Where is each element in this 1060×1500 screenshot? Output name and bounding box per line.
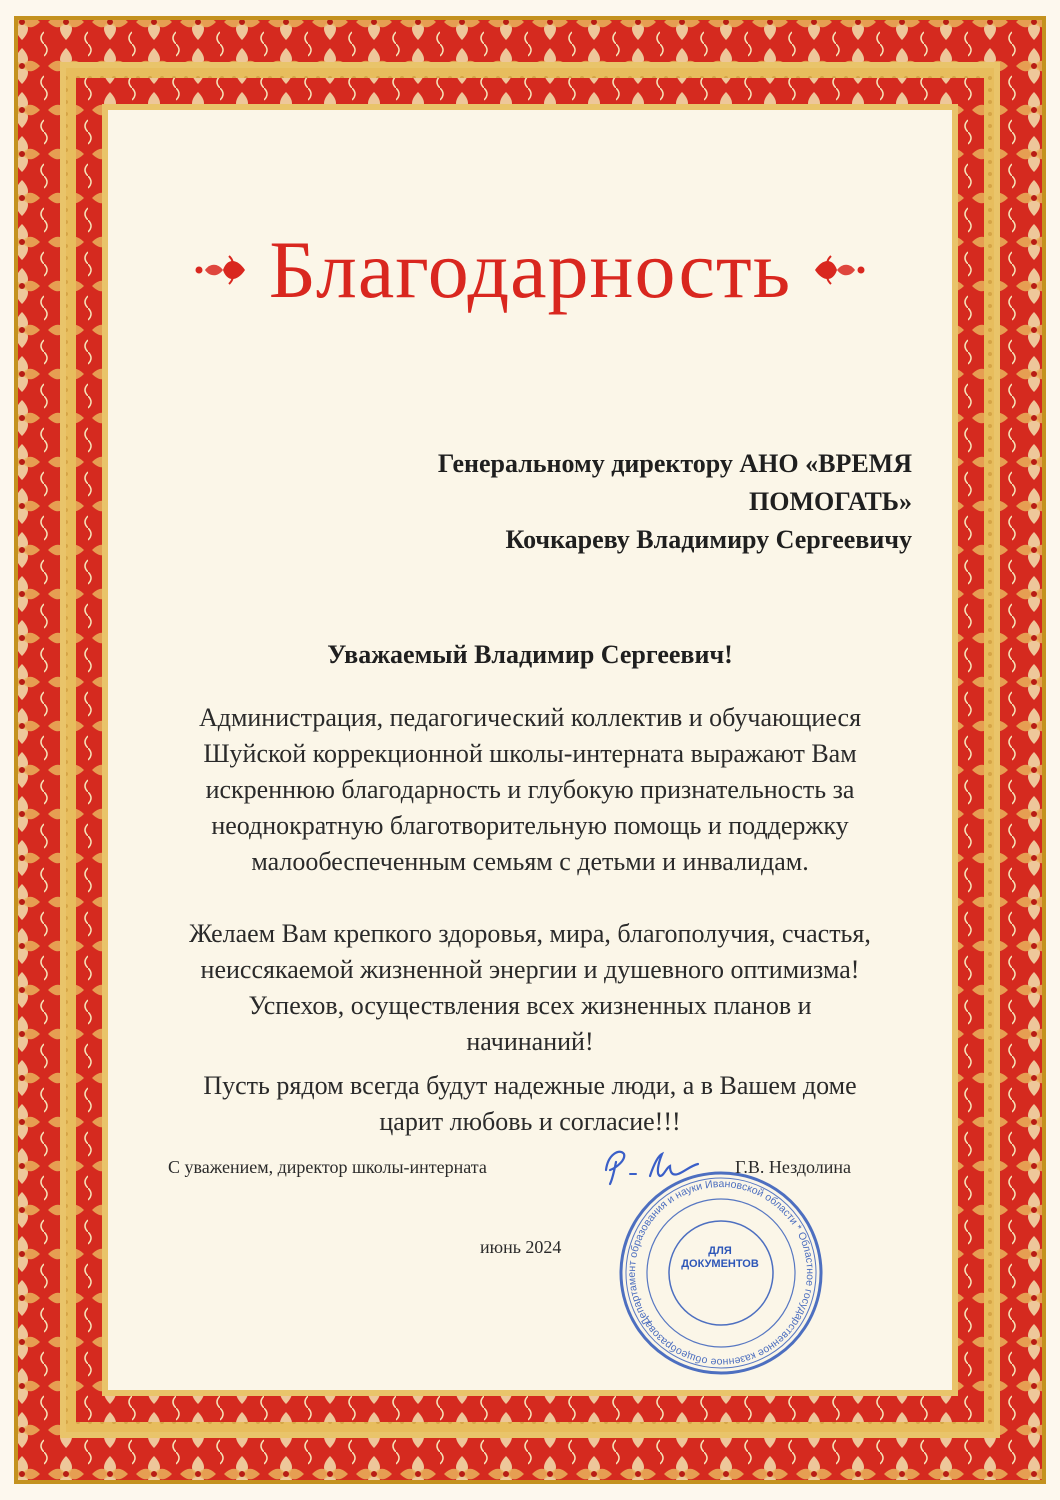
text-line: Успехов, осуществления всех жизненных планов и (248, 991, 812, 1020)
signer-name: Г.В. Нездолина (735, 1157, 852, 1177)
paragraph-gratitude (140, 700, 920, 880)
right-ornament-icon (811, 250, 867, 290)
text-line: начинаний! (466, 1027, 594, 1056)
text-line: неиссякаемой жизненной энергии и душевного оптимизма! (200, 955, 860, 984)
text-line: царит любовь и согласие!!! (379, 1107, 681, 1136)
addressee-line: Генеральному директору АНО «ВРЕМЯ (437, 449, 912, 478)
signature-caption: С уважением, директор школы-интерната (168, 1157, 487, 1177)
text-line: искреннюю благодарность и глубокую признательность за (205, 775, 855, 804)
addressee-block (192, 445, 912, 559)
greeting: Уважаемый Владимир Сергеевич! (327, 640, 733, 669)
text-line: малообеспеченным семьям с детьми и инвалидам. (251, 847, 809, 876)
addressee-name: Кочкареву Владимиру Сергеевичу (505, 525, 912, 554)
paragraph-wishes (140, 916, 920, 1060)
text-line: Шуйской коррекционной школы-интерната выражают Вам (203, 739, 857, 768)
left-ornament-icon (193, 250, 249, 290)
stamp-center-text (670, 1245, 770, 1271)
stamp-ring-text: Департамент образования и науки Ивановской области * Областное государственное казенное общеобразовательное (625, 1177, 817, 1369)
text-line: Пусть рядом всегда будут надежные люди, а в Вашем доме (203, 1071, 857, 1100)
document-title: Благодарность (268, 224, 792, 315)
text-line: Желаем Вам крепкого здоровья, мира, благополучия, счастья, (189, 919, 871, 948)
handwritten-signature (598, 1140, 708, 1190)
text-line: неоднократную благотворительную помощь и поддержку (211, 811, 849, 840)
document-date: июнь 2024 (480, 1237, 562, 1257)
paragraph-closing (140, 1068, 920, 1140)
title-row (0, 215, 1060, 325)
text-line: Администрация, педагогический коллектив и обучающиеся (198, 703, 862, 732)
official-stamp (616, 1168, 826, 1378)
stamp-center-line: ДЛЯ (708, 1245, 732, 1257)
addressee-line: ПОМОГАТЬ» (749, 487, 912, 516)
stamp-center-line: ДОКУМЕНТОВ (681, 1258, 759, 1270)
